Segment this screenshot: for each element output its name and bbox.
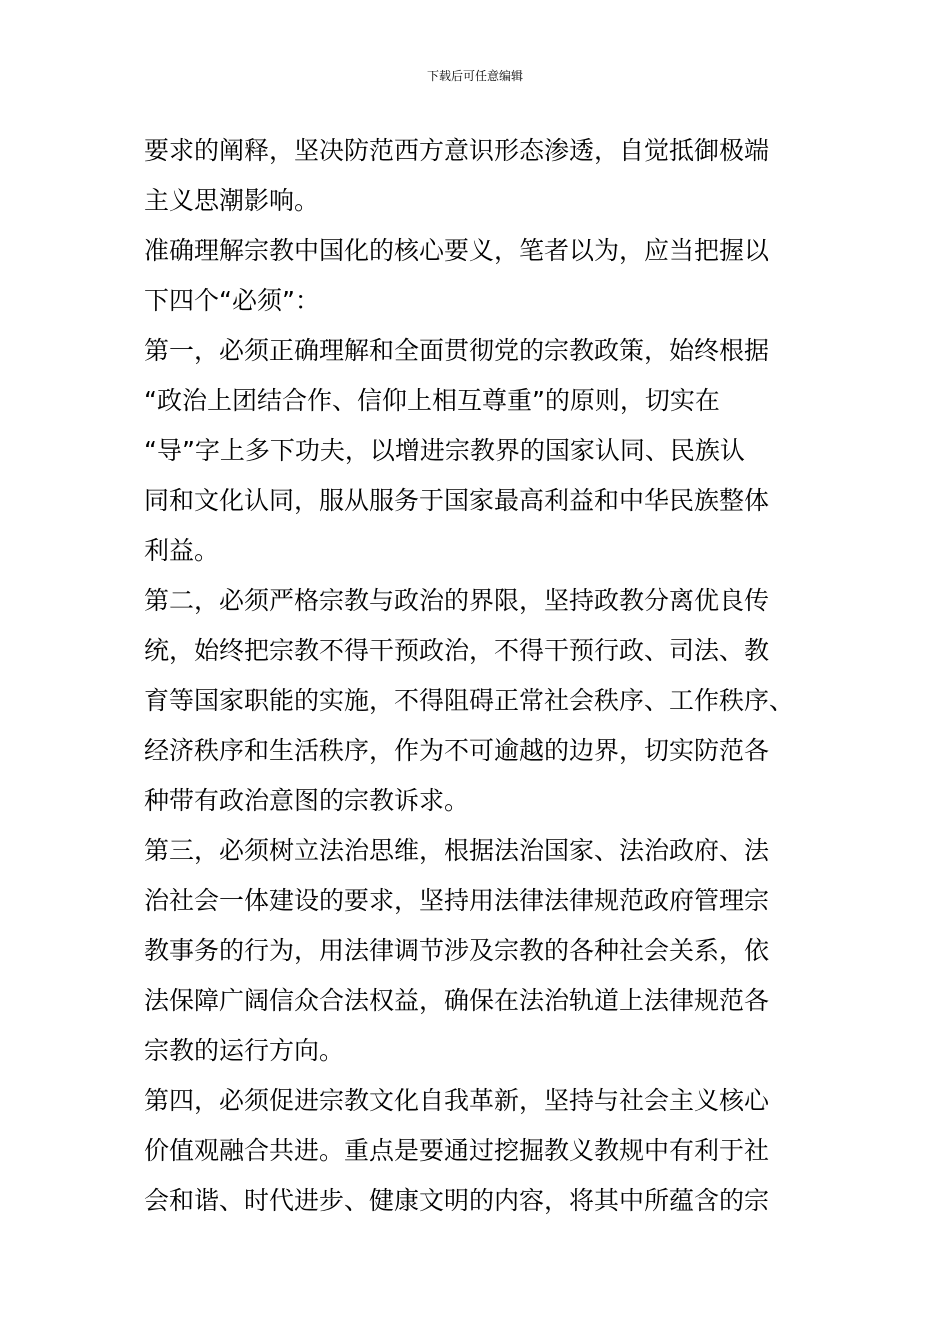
text-line: 同和文化认同，服从服务于国家最高利益和中华民族整体	[144, 486, 770, 515]
page-header: 下载后可任意编辑	[426, 69, 523, 83]
text-line: 利益。	[144, 536, 220, 565]
text-line: 第一，必须正确理解和全面贯彻党的宗教政策，始终根据	[144, 336, 770, 365]
text-line: “政治上团结合作、信仰上相互尊重”的原则，切实在	[144, 386, 720, 415]
text-line: 要求的阐释，坚决防范西方意识形态渗透，自觉抵御极端	[144, 136, 770, 165]
text-line: 第二，必须严格宗教与政治的界限，坚持政教分离优良传	[144, 586, 770, 615]
text-line: 价值观融合共进。重点是要通过挖掘教义教规中有利于社	[144, 1136, 770, 1165]
text-line: 教事务的行为，用法律调节涉及宗教的各种社会关系，依	[144, 936, 770, 965]
text-line: 第四，必须促进宗教文化自我革新，坚持与社会主义核心	[144, 1086, 770, 1115]
text-line: 宗教的运行方向。	[144, 1036, 345, 1065]
text-line: “导”字上多下功夫，以增进宗教界的国家认同、民族认	[144, 436, 745, 465]
text-line: 法保障广阔信众合法权益，确保在法治轨道上法律规范各	[144, 986, 770, 1015]
text-line: 会和谐、时代进步、健康文明的内容，将其中所蕴含的宗	[144, 1186, 770, 1215]
text-line: 统，始终把宗教不得干预政治，不得干预行政、司法、教	[144, 636, 770, 665]
text-line: 治社会一体建设的要求，坚持用法律法律规范政府管理宗	[144, 886, 770, 915]
text-line: 育等国家职能的实施，不得阻碍正常社会秩序、工作秩序、	[144, 686, 795, 715]
text-line: 种带有政治意图的宗教诉求。	[144, 786, 470, 815]
text-line: 第三，必须树立法治思维，根据法治国家、法治政府、法	[144, 836, 770, 865]
document-body	[144, 126, 824, 1226]
text-line: 主义思潮影响。	[144, 186, 320, 215]
text-line: 下四个“必须”：	[144, 286, 320, 315]
text-line: 经济秩序和生活秩序，作为不可逾越的边界，切实防范各	[144, 736, 770, 765]
text-line: 准确理解宗教中国化的核心要义，笔者以为，应当把握以	[144, 236, 770, 265]
